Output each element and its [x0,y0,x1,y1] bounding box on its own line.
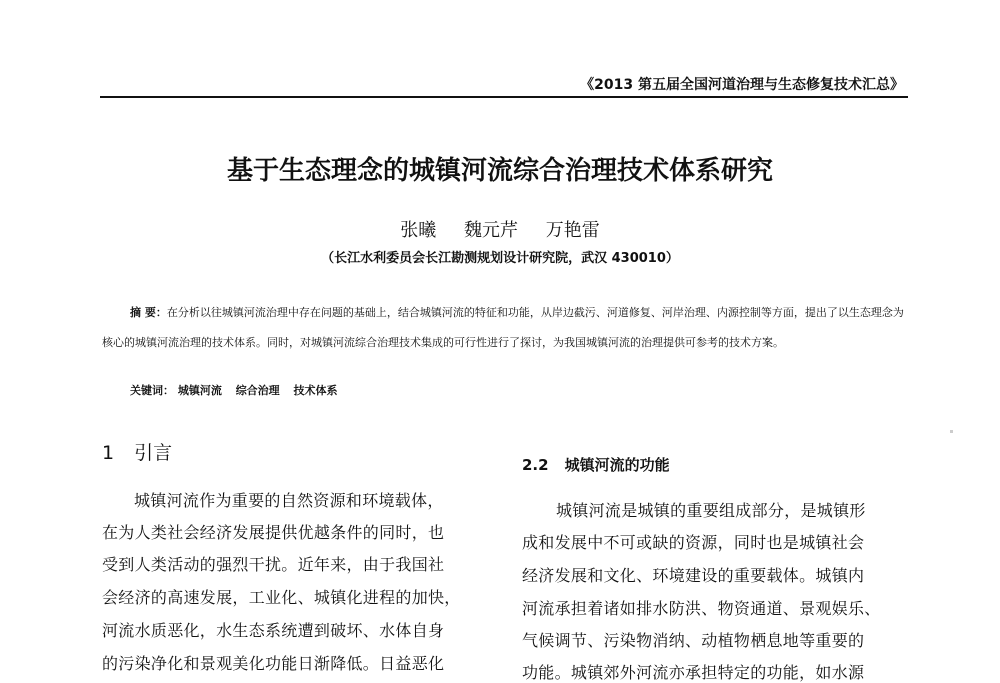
scan-speck [950,430,953,433]
section-1-line: 的污染净化和景观美化功能日渐降低。日益恶化 [102,654,445,673]
keywords-label: 关键词： [130,384,174,397]
paper-authors: 张曦 魏元芹 万艳雷 [400,220,600,241]
section-2-2-line: 成和发展中不可或缺的资源，同时也是城镇社会 [522,533,865,552]
section-2-2-line: 城镇河流是城镇的重要组成部分，是城镇形 [556,501,866,520]
section-2-2-line: 气候调节、污染物消纳、动植物栖息地等重要的 [522,631,865,650]
section-1-heading [102,438,172,465]
keyword: 综合治理 [235,384,280,397]
section-2-2-line: 河流承担着诸如排水防洪、物资通道、景观娱乐、 [522,599,881,618]
keywords [130,382,348,398]
section-1-line: 受到人类活动的强烈干扰。近年来，由于我国社 [102,555,445,574]
section-2-2-line: 经济发展和文化、环境建设的重要载体。城镇内 [522,566,865,585]
running-header: 《2013 第五届全国河道治理与生态修复技术汇总》 [580,77,904,93]
section-number: 1 [102,442,115,464]
paper-title: 基于生态理念的城镇河流综合治理技术体系研究 [226,156,773,186]
section-title: 城镇河流的功能 [564,456,670,474]
section-number: 2.2 [522,456,549,474]
section-1-line: 河流水质恶化，水生态系统遭到破坏、水体自身 [102,621,445,640]
header-rule [100,96,908,98]
section-2-2-heading [522,454,670,475]
abstract [102,298,908,358]
keyword: 技术体系 [293,384,338,397]
keyword: 城镇河流 [177,384,222,397]
section-1-line: 在为人类社会经济发展提供优越条件的同时，也 [102,523,445,542]
section-1-line: 会经济的高速发展，工业化、城镇化进程的加快， [102,588,461,607]
section-1-line: 城镇河流作为重要的自然资源和环境载体， [134,491,444,510]
abstract-text: 在分析以往城镇河流治理中存在问题的基础上，结合城镇河流的特征和功能，从岸边截污、河道修复、河岸治理、内源控制等方面，提出了以生态理念为核心的城镇河流治理的技术体系。同时，对城镇河流综合治理技术集成的可行性进行了探讨，为我国城镇河流的治理提供可参考的技术方案。 [102,306,904,349]
abstract-label: 摘 要： [130,306,167,319]
section-title: 引言 [134,442,173,464]
section-2-2-line: 功能。城镇郊外河流亦承担特定的功能，如水源 [522,663,865,682]
paper-affiliation: （长江水利委员会长江勘测规划设计研究院，武汉 430010） [321,251,679,266]
